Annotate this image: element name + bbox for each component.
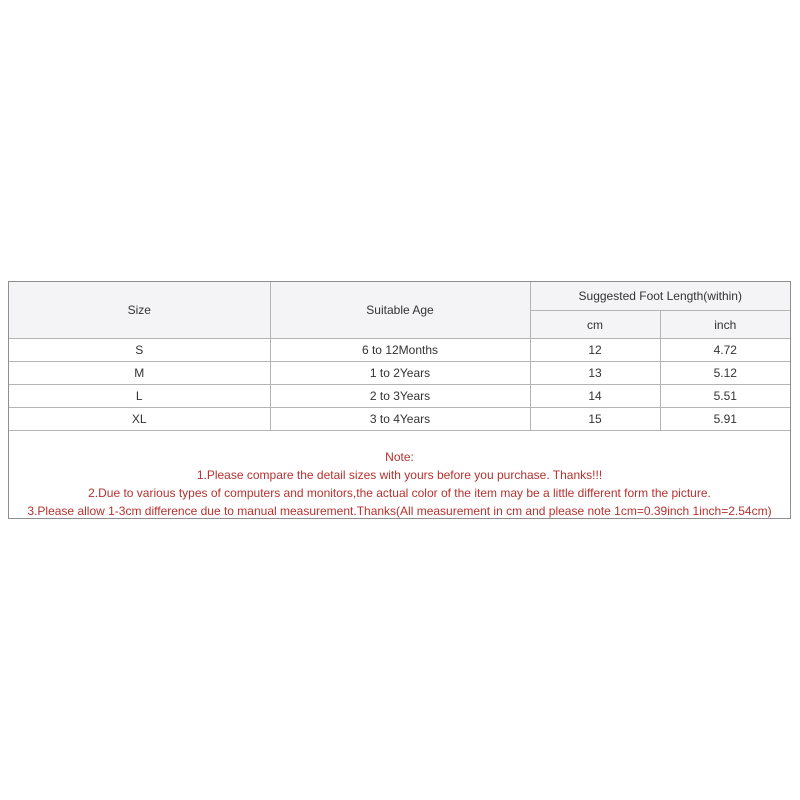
note-line: 1.Please compare the detail sizes with yours before you purchase. Thanks!!! [196,468,603,482]
size-chart [8,281,791,519]
table-row [9,408,790,431]
cell-cm: 14 [530,385,660,408]
size-table [9,282,790,431]
cell-size: M [9,362,270,385]
cell-size: XL [9,408,270,431]
header-foot-length: Suggested Foot Length(within) [530,282,790,311]
cell-size: L [9,385,270,408]
table-row [9,385,790,408]
cell-age: 6 to 12Months [270,339,530,362]
header-inch: inch [660,311,790,339]
cell-age: 3 to 4Years [270,408,530,431]
cell-inch: 4.72 [660,339,790,362]
cell-size: S [9,339,270,362]
note-line: 3.Please allow 1-3cm difference due to manual measurement.Thanks(All measurement in cm and please note 1cm=0.39inch 1inch=2.54cm) [27,504,772,518]
cell-age: 1 to 2Years [270,362,530,385]
header-cm: cm [530,311,660,339]
cell-inch: 5.51 [660,385,790,408]
note-line: 2.Due to various types of computers and monitors,the actual color of the item may be a little different form the picture. [88,486,711,500]
notes-section [9,430,790,518]
cell-cm: 13 [530,362,660,385]
cell-age: 2 to 3Years [270,385,530,408]
header-suitable-age: Suitable Age [270,282,530,339]
cell-inch: 5.91 [660,408,790,431]
cell-cm: 15 [530,408,660,431]
header-size: Size [9,282,270,339]
table-row [9,362,790,385]
table-row [9,339,790,362]
cell-cm: 12 [530,339,660,362]
cell-inch: 5.12 [660,362,790,385]
note-title: Note: [385,450,414,464]
